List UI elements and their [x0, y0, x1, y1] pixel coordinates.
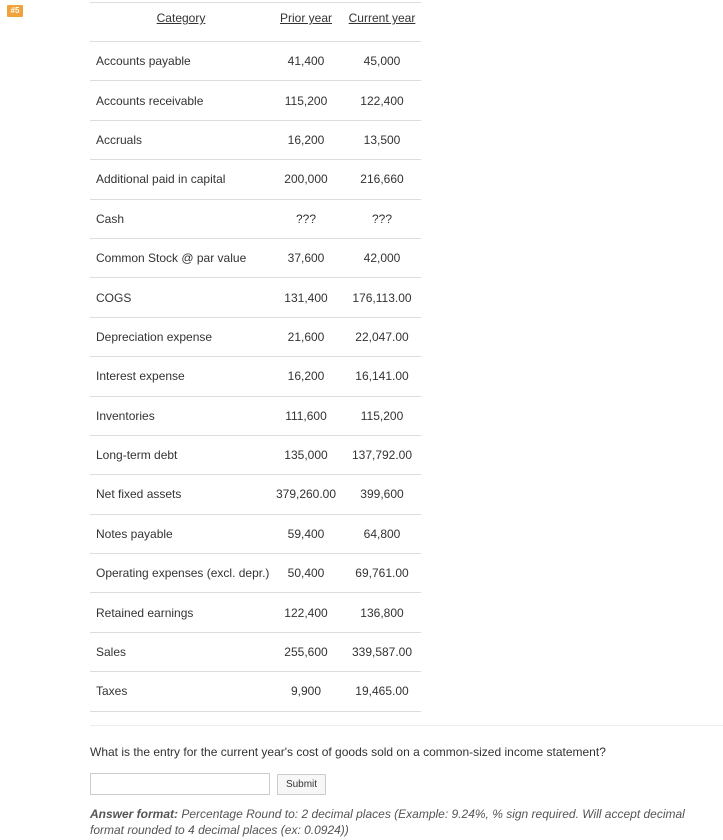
current-year-cell: 69,761.00 — [355, 566, 409, 581]
category-cell: COGS — [96, 290, 132, 305]
table-row — [90, 81, 421, 120]
table-row — [90, 357, 421, 396]
category-cell: Notes payable — [96, 526, 173, 541]
table-row — [90, 633, 421, 672]
table-row — [90, 239, 421, 278]
table-row — [90, 436, 421, 475]
prior-year-cell: 59,400 — [287, 526, 325, 541]
prior-year-cell: 255,600 — [284, 645, 328, 660]
prior-year-cell: 37,600 — [287, 251, 325, 266]
current-year-cell: 399,600 — [360, 487, 404, 502]
prior-year-cell: 131,400 — [284, 290, 328, 305]
table-row — [90, 318, 421, 357]
table-body — [90, 42, 421, 712]
current-year-cell: 339,587.00 — [351, 645, 413, 660]
sort-by-current-year-link[interactable]: Current year — [348, 11, 416, 25]
answer-format-label: Answer format: — [90, 807, 179, 821]
category-cell: Interest expense — [96, 369, 185, 384]
current-year-cell: 64,800 — [363, 526, 401, 541]
prior-year-cell: 9,900 — [290, 684, 322, 699]
table-row — [90, 554, 421, 593]
table-row — [90, 593, 421, 632]
current-year-cell: 216,660 — [360, 172, 404, 187]
prior-year-cell: 115,200 — [284, 93, 328, 108]
prior-year-cell: 50,400 — [287, 566, 325, 581]
answer-format-text: Percentage Round to: 2 decimal places (Example: 9.24%, % sign required. Will accept decimal format rounded to 4 decimal places (ex: 0.0924)) — [90, 807, 685, 837]
category-cell: Net fixed assets — [96, 487, 182, 502]
current-year-cell: ??? — [371, 211, 393, 226]
financial-data-table — [90, 2, 421, 712]
category-cell: Depreciation expense — [96, 329, 213, 344]
category-cell: Inventories — [96, 408, 155, 423]
question-number-badge: #5 — [7, 5, 23, 17]
table-row — [90, 515, 421, 554]
prior-year-cell: 122,400 — [284, 605, 328, 620]
submit-button[interactable]: Submit — [277, 774, 326, 795]
category-cell: Operating expenses (excl. depr.) — [96, 566, 270, 581]
category-cell: Long-term debt — [96, 448, 178, 463]
section-divider — [90, 725, 723, 726]
table-row — [90, 121, 421, 160]
table-row — [90, 200, 421, 239]
prior-year-cell: 16,200 — [287, 369, 325, 384]
current-year-cell: 22,047.00 — [355, 329, 409, 344]
current-year-cell: 176,113.00 — [352, 290, 412, 305]
table-row — [90, 672, 421, 711]
table-row — [90, 397, 421, 436]
prior-year-cell: 135,000 — [284, 448, 328, 463]
current-year-cell: 115,200 — [360, 408, 404, 423]
category-cell: Taxes — [96, 684, 128, 699]
category-cell: Additional paid in capital — [96, 172, 226, 187]
sort-by-prior-year-link[interactable]: Prior year — [279, 11, 332, 25]
category-cell: Cash — [96, 211, 125, 226]
current-year-cell: 122,400 — [360, 93, 404, 108]
category-cell: Sales — [96, 645, 127, 660]
category-cell: Common Stock @ par value — [96, 251, 247, 266]
table-header-row — [90, 3, 421, 42]
prior-year-cell: 21,600 — [287, 329, 325, 344]
sort-by-category-link[interactable]: Category — [156, 11, 206, 25]
current-year-cell: 45,000 — [363, 54, 401, 69]
table-row — [90, 160, 421, 199]
answer-input[interactable] — [90, 773, 270, 795]
prior-year-cell: ??? — [295, 211, 317, 226]
prior-year-cell: 200,000 — [284, 172, 328, 187]
current-year-cell: 16,141.00 — [355, 369, 409, 384]
category-cell: Accruals — [96, 132, 143, 147]
category-cell: Accounts payable — [96, 54, 191, 69]
table-row — [90, 475, 421, 514]
current-year-cell: 19,465.00 — [355, 684, 409, 699]
prior-year-cell: 111,600 — [285, 408, 327, 423]
table-row — [90, 42, 421, 81]
prior-year-cell: 16,200 — [287, 132, 325, 147]
category-cell: Retained earnings — [96, 605, 194, 620]
current-year-cell: 137,792.00 — [351, 448, 413, 463]
prior-year-cell: 379,260.00 — [275, 487, 337, 502]
answer-format-note — [90, 806, 715, 838]
current-year-cell: 136,800 — [360, 605, 404, 620]
question-text: What is the entry for the current year's cost of goods sold on a common-sized income statement? — [90, 745, 606, 759]
table-row — [90, 278, 421, 317]
current-year-cell: 13,500 — [363, 132, 401, 147]
current-year-cell: 42,000 — [363, 251, 401, 266]
category-cell: Accounts receivable — [96, 93, 204, 108]
prior-year-cell: 41,400 — [287, 54, 325, 69]
